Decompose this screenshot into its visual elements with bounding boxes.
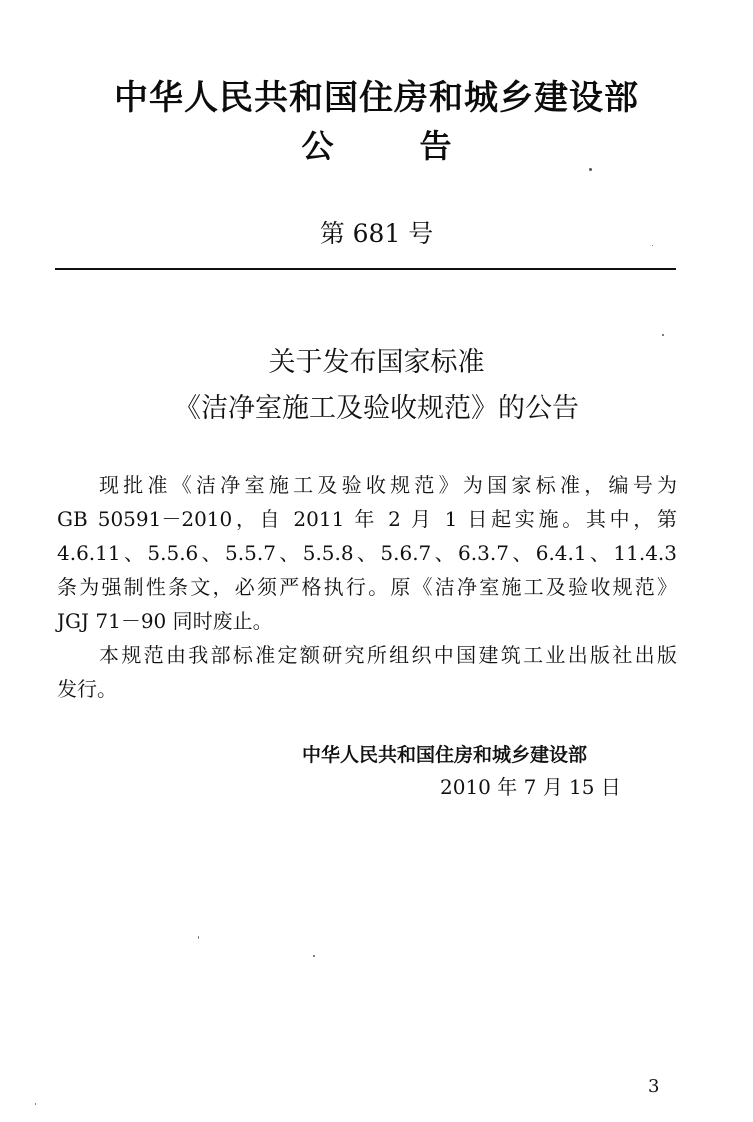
scan-speck bbox=[35, 1103, 36, 1105]
body-paragraph-1-line-4: 条为强制性条文，必须严格执行。原《洁净室施工及验收规范》 bbox=[57, 575, 677, 599]
subject-line-1: 关于发布国家标准 bbox=[268, 347, 485, 378]
body-paragraph-2-line-1: 本规范由我部标准定额研究所组织中国建筑工业出版社出版 bbox=[99, 643, 677, 667]
body-paragraph-1-line-2: GB 50591－2010，自 2011 年 2 月 1 日起实施。其中，第 bbox=[57, 507, 677, 531]
signature-date: 2010 年 7 月 15 日 bbox=[440, 775, 621, 799]
page-number: 3 bbox=[648, 1076, 660, 1097]
body-paragraph-1-line-5: JGJ 71－90 同时废止。 bbox=[57, 609, 273, 633]
issuer-title: 中华人民共和国住房和城乡建设部 bbox=[114, 78, 639, 118]
subject-line-2: 《洁净室施工及验收规范》的公告 bbox=[174, 393, 579, 424]
document-type-char-1: 公 bbox=[301, 127, 334, 165]
scan-speck bbox=[662, 334, 664, 336]
signature-organization: 中华人民共和国住房和城乡建设部 bbox=[302, 744, 588, 766]
document-type-char-2: 告 bbox=[419, 127, 452, 165]
body-paragraph-1-line-3: 4.6.11、5.5.6、5.5.7、5.5.8、5.6.7、6.3.7、6.4.1、11.4.3 bbox=[57, 541, 677, 565]
scan-speck bbox=[652, 245, 653, 246]
scan-speck bbox=[589, 168, 592, 171]
scan-speck bbox=[198, 936, 199, 939]
header-divider bbox=[55, 268, 676, 270]
body-paragraph-2-line-2: 发行。 bbox=[57, 677, 117, 701]
scan-speck bbox=[313, 955, 315, 957]
document-type-heading bbox=[0, 124, 753, 168]
body-paragraph-1-line-1: 现批准《洁净室施工及验收规范》为国家标准，编号为 bbox=[99, 473, 677, 497]
document-number: 第 681 号 bbox=[319, 219, 434, 248]
